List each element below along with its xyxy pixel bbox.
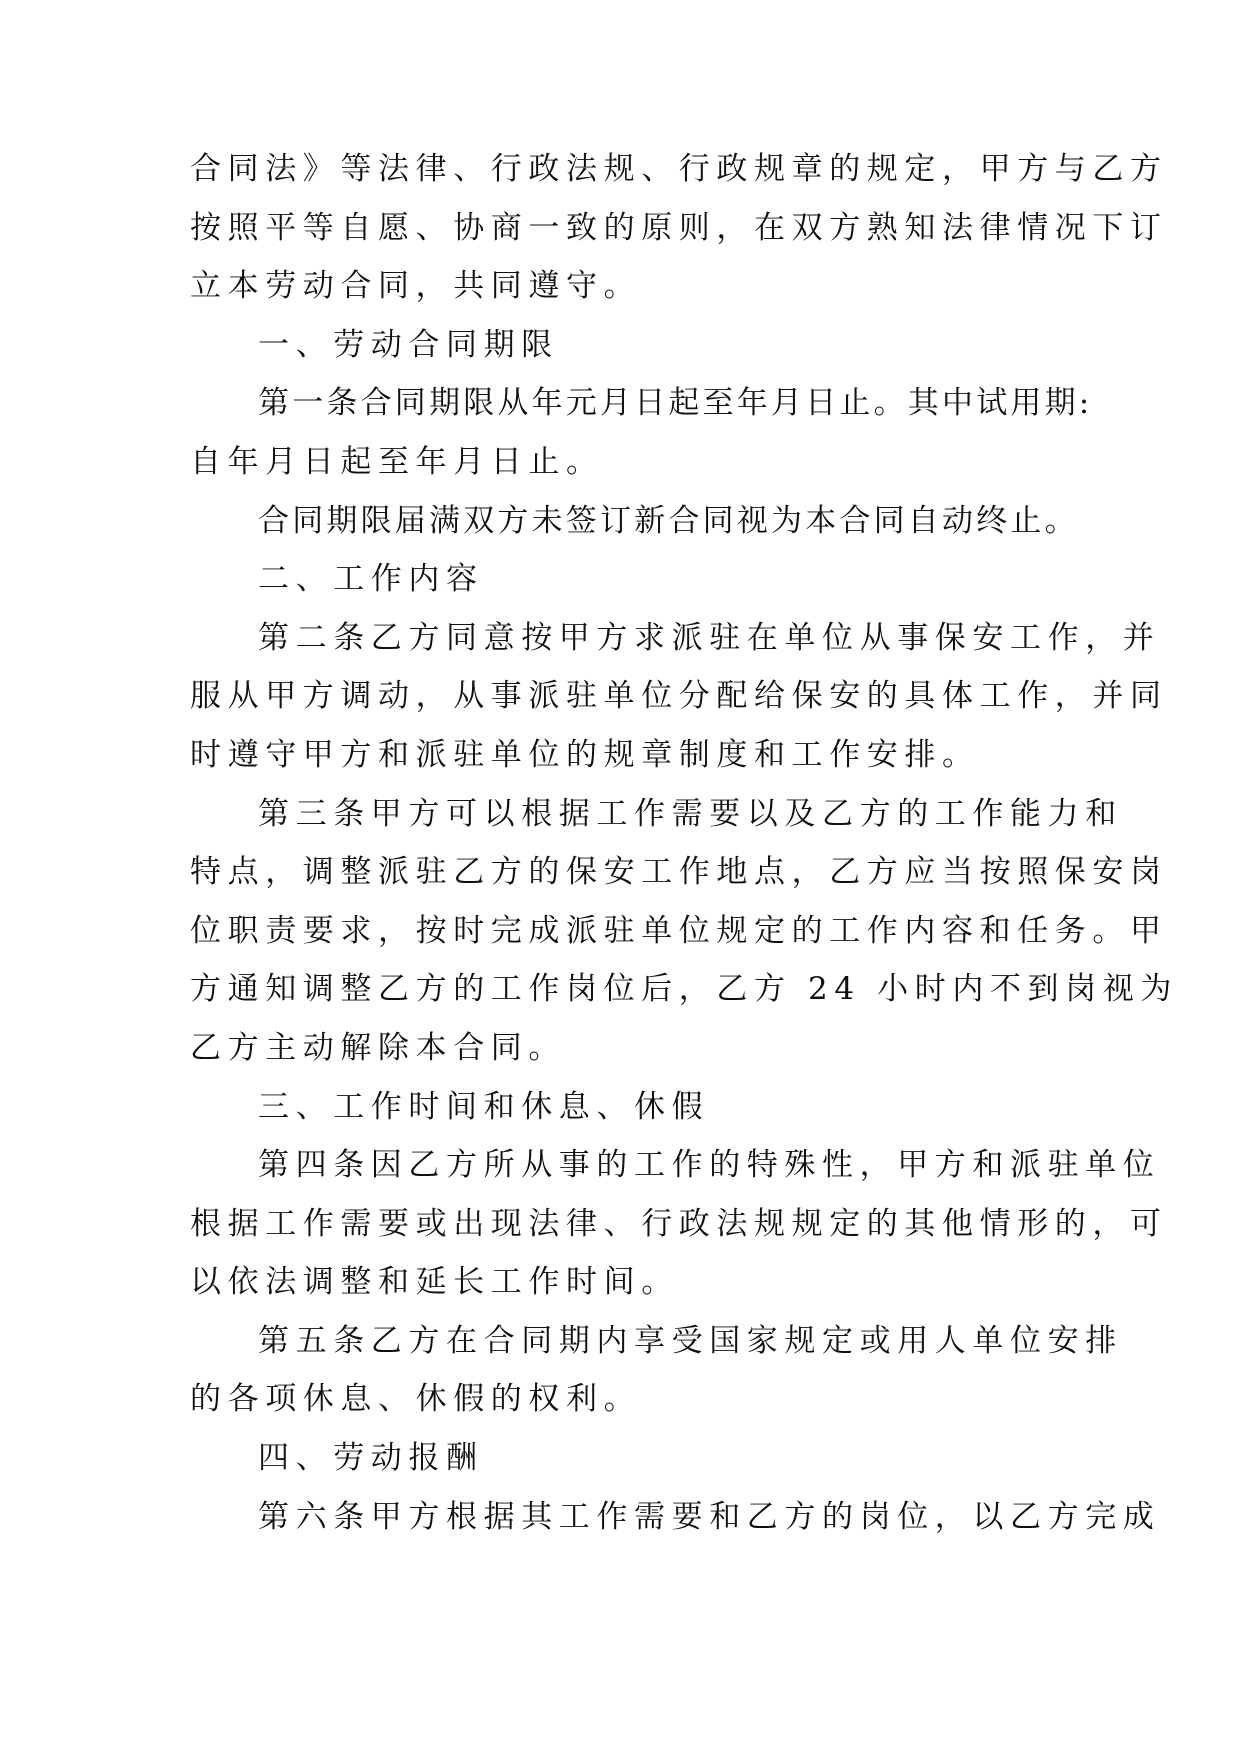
body-line: 时遵守甲方和派驻单位的规章制度和工作安排。 <box>190 736 980 773</box>
body-line: 的各项休息、休假的权利。 <box>190 1381 642 1418</box>
document-page <box>190 140 1178 1546</box>
body-line: 第四条因乙方所从事的工作的特殊性，甲方和派驻单位 <box>258 1147 1161 1184</box>
body-line: 位职责要求，按时完成派驻单位规定的工作内容和任务。甲 <box>190 912 1168 949</box>
body-line: 第一条合同期限从年元月日起至年月日止。其中试用期: <box>258 385 1093 422</box>
section-heading: 三、工作时间和休息、休假 <box>258 1088 710 1125</box>
body-line: 自年月日起至年月日止。 <box>190 443 604 480</box>
body-line: 合同法》等法律、行政法规、行政规章的规定，甲方与乙方 <box>190 151 1168 187</box>
body-line: 第五条乙方在合同期内享受国家规定或用人单位安排 <box>258 1322 1123 1359</box>
body-line: 以依法调整和延长工作时间。 <box>190 1264 679 1301</box>
body-line: 根据工作需要或出现法律、行政法规规定的其他情形的，可 <box>190 1205 1168 1242</box>
section-heading: 四、劳动报酬 <box>258 1440 484 1477</box>
section-heading: 一、劳动合同期限 <box>258 326 559 363</box>
body-line: 方通知调整乙方的工作岗位后，乙方 24 小时内不到岗视为 <box>190 971 1178 1008</box>
body-line: 特点，调整派驻乙方的保安工作地点，乙方应当按照保安岗 <box>190 854 1168 891</box>
body-line: 第二条乙方同意按甲方求派驻在单位从事保安工作，并 <box>258 619 1161 656</box>
body-line: 按照平等自愿、协商一致的原则，在双方熟知法律情况下订 <box>190 209 1168 246</box>
section-heading: 二、工作内容 <box>258 561 484 598</box>
body-line: 立本劳动合同，共同遵守。 <box>190 268 642 305</box>
body-line: 合同期限届满双方未签订新合同视为本合同自动终止。 <box>258 502 1079 539</box>
body-line: 第三条甲方可以根据工作需要以及乙方的工作能力和 <box>258 795 1123 832</box>
body-line: 服从甲方调动，从事派驻单位分配给保安的具体工作，并同 <box>190 678 1168 715</box>
body-line: 乙方主动解除本合同。 <box>190 1029 566 1066</box>
body-line: 第六条甲方根据其工作需要和乙方的岗位，以乙方完成 <box>258 1498 1161 1535</box>
